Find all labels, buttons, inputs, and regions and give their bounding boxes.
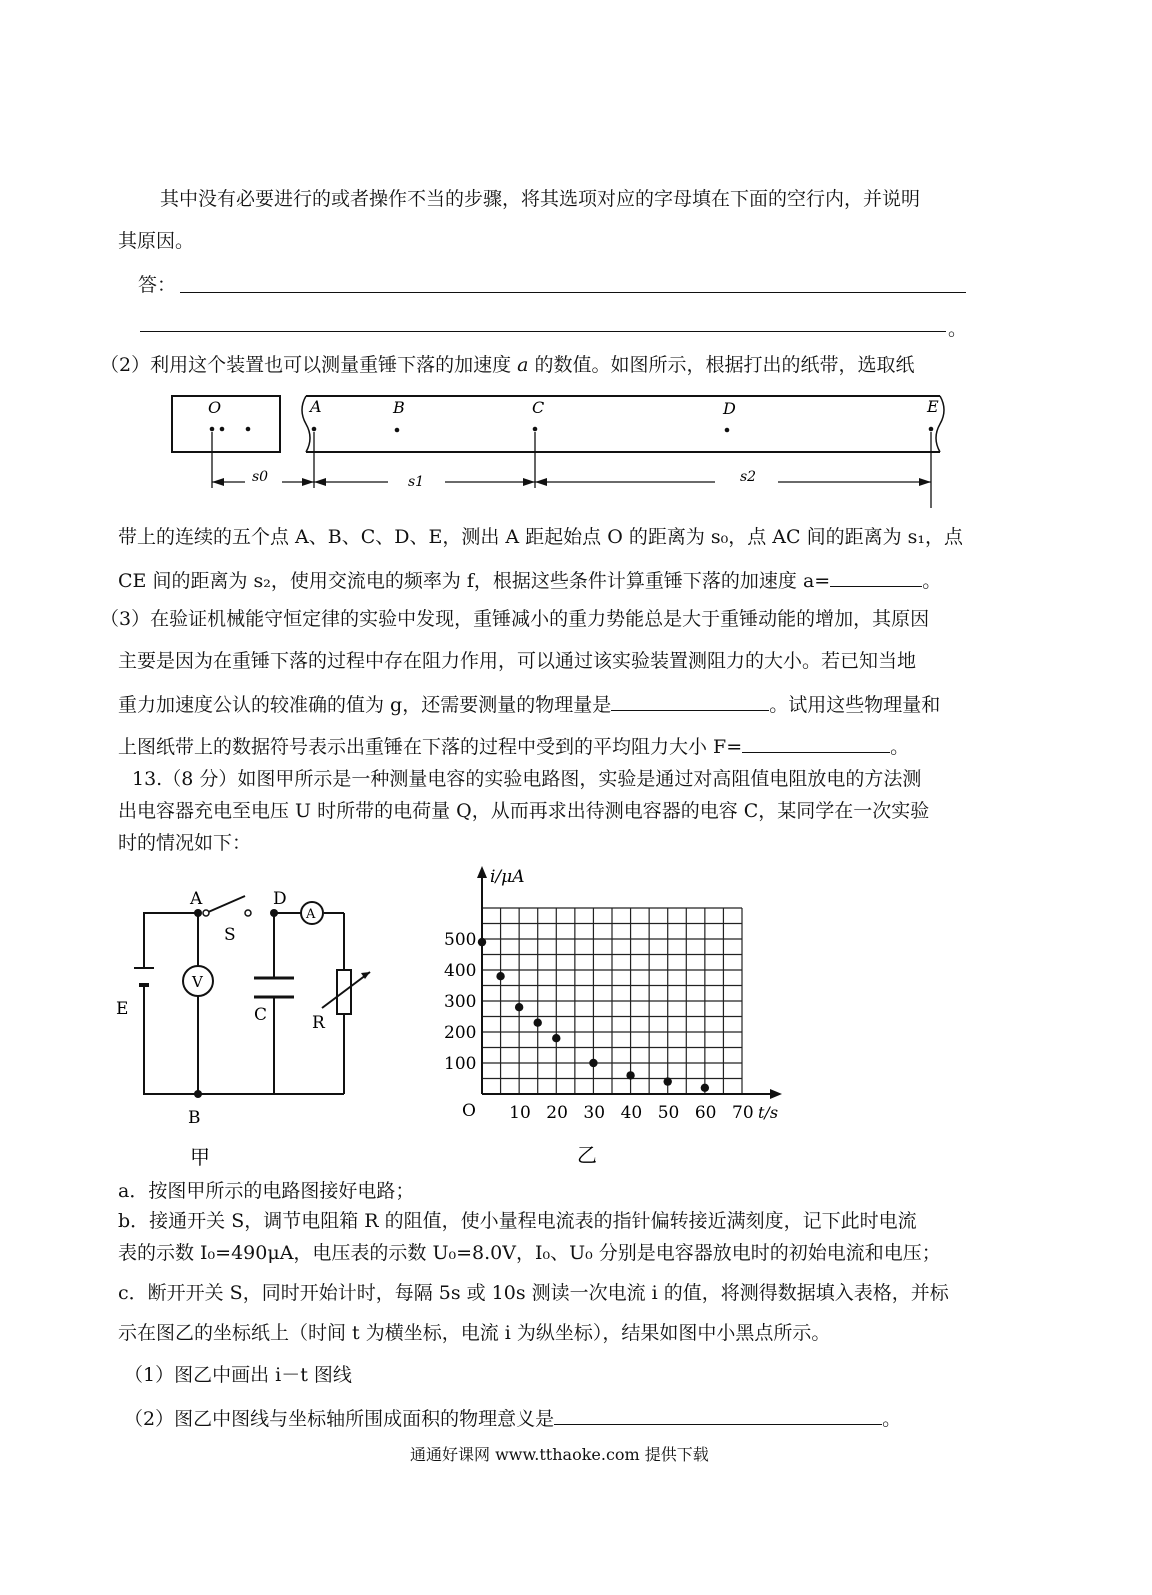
current-time-graph [440, 862, 800, 1168]
paper-tape-figure [160, 388, 960, 518]
p3-line4b: 。 [890, 736, 910, 758]
data-point [515, 1003, 523, 1011]
tape-dot [246, 427, 251, 432]
x-tick-label: 30 [583, 1103, 606, 1123]
p3-line3a: 重力加速度公认的较准确的值为 g，还需要测量的物理量是 [118, 694, 612, 716]
step-a: a．按图甲所示的电路图接好电路； [118, 1180, 415, 1202]
answer-label: 答： [138, 274, 177, 296]
s2-label: s2 [740, 469, 757, 485]
p2-line1a: （2）利用这个装置也可以测量重锤下落的加速度 [100, 354, 518, 376]
sub-question-2-end: 。 [882, 1408, 902, 1430]
x-tick-label: 60 [694, 1103, 717, 1123]
s0-label: s0 [252, 469, 269, 485]
grid [482, 908, 742, 1094]
y-tick-label: 400 [444, 961, 477, 981]
tape-label-a: A [310, 397, 322, 416]
quantity-blank[interactable] [611, 690, 769, 711]
arrow-head [314, 478, 326, 486]
switch-contact [203, 910, 209, 916]
p2-line3 [118, 566, 941, 594]
p3-line3 [118, 690, 940, 718]
tape-label-e: E [927, 397, 939, 416]
footer: 通通好课网 www.tthaoke.com 提供下载 [410, 1445, 709, 1464]
p3-line2: 主要是因为在重锤下落的过程中存在阻力作用，可以通过该实验装置测阻力的大小。若已知当地 [118, 650, 917, 672]
switch-contact [245, 910, 251, 916]
sub-question-2 [124, 1404, 901, 1432]
acceleration-blank[interactable] [830, 566, 922, 587]
force-blank[interactable] [742, 732, 890, 753]
ammeter-letter: A [306, 907, 316, 922]
tape-dot-b [395, 428, 400, 433]
node-a [194, 909, 202, 917]
tape-dot-c [533, 427, 538, 432]
label-b: B [188, 1108, 201, 1128]
meaning-blank[interactable] [554, 1404, 882, 1425]
circuit-diagram [108, 880, 408, 1170]
step-c-line2: 示在图乙的坐标纸上（时间 t 为横坐标，电流 i 为纵坐标），结果如图中小黑点所示。 [118, 1322, 831, 1344]
y-tick-label: 300 [444, 992, 477, 1012]
label-r: R [312, 1013, 325, 1033]
x-tick-label: 70 [732, 1103, 754, 1123]
wire [144, 985, 198, 1094]
tape-left-segment [172, 396, 280, 452]
voltmeter-letter: V [192, 973, 203, 991]
p2-line3b: 。 [922, 570, 942, 592]
p1-line2: 其原因。 [118, 230, 195, 252]
tape-label-o: O [208, 398, 222, 417]
label-e: E [116, 999, 129, 1019]
q13-line3: 时的情况如下： [118, 832, 252, 854]
q13-line1: 13.（8 分）如图甲所示是一种测量电容的实验电路图，实验是通过对高阻值电阻放电的方法测 [132, 768, 922, 790]
y-tick-label: 200 [444, 1023, 477, 1043]
p2-var-a: a [517, 354, 529, 376]
label-d: D [273, 889, 287, 909]
graph-caption: 乙 [577, 1143, 597, 1167]
tape-label-b: B [393, 398, 405, 417]
p3-line3b: 。试用这些物理量和 [769, 694, 941, 716]
data-point [552, 1034, 560, 1042]
tape-dot-o [210, 427, 215, 432]
data-point [478, 938, 486, 946]
tape-break-left [302, 396, 310, 452]
p3-line4 [118, 732, 909, 760]
tape-dot-d [725, 428, 730, 433]
arrow-head [212, 478, 224, 486]
x-axis-label: t/s [758, 1103, 779, 1122]
arrow-head [535, 478, 547, 486]
sub-question-1: （1）图乙中画出 i－t 图线 [124, 1364, 352, 1386]
data-point [701, 1084, 709, 1092]
data-point [496, 972, 504, 980]
p2-line2: 带上的连续的五个点 A、B、C、D、E，测出 A 距起始点 O 的距离为 s₀，点 AC 间的距离为 s₁，点 [118, 526, 963, 548]
s1-label: s1 [408, 474, 425, 490]
label-a: A [190, 889, 203, 909]
arrow-head [919, 478, 931, 486]
x-tick-label: 50 [657, 1103, 680, 1123]
tape-dot-a [312, 427, 317, 432]
y-tick-label: 500 [444, 930, 477, 950]
y-tick-label: 100 [444, 1054, 477, 1074]
p3-line1: （3）在验证机械能守恒定律的实验中发现，重锤减小的重力势能总是大于重锤动能的增加，其原因 [100, 608, 930, 630]
tape-label-d: D [723, 399, 736, 418]
label-s: S [224, 925, 236, 945]
tape-dot-e [929, 427, 934, 432]
step-b-line2: 表的示数 I₀=490μA，电压表的示数 U₀=8.0V，I₀、U₀ 分别是电容器放电时的初始电流和电压； [118, 1242, 941, 1264]
node-b [194, 1090, 202, 1098]
x-axis-arrow [770, 1089, 782, 1099]
q13-line2: 出电容器充电至电压 U 时所带的电荷量 Q，从而再求出待测电容器的电容 C，某同学在一次实验 [118, 800, 930, 822]
y-axis-arrow [477, 866, 487, 878]
step-c-line1: c．断开开关 S，同时开始计时，每隔 5s 或 10s 测读一次电流 i 的值，将测得数据填入表格，并标 [118, 1282, 949, 1304]
switch-blade [206, 896, 245, 913]
x-tick-label: 10 [509, 1103, 531, 1123]
node-d [270, 909, 278, 917]
p3-line4a: 上图纸带上的数据符号表示出重锤在下落的过程中受到的平均阻力大小 F= [118, 736, 743, 758]
data-point [664, 1077, 672, 1085]
wire [144, 913, 198, 968]
p2-line1b: 的数值。如图所示，根据打出的纸带，选取纸 [528, 354, 915, 376]
tape-dot [220, 427, 225, 432]
circuit-caption: 甲 [190, 1145, 210, 1169]
step-b-line1: b．接通开关 S，调节电阻箱 R 的阻值，使小量程电流表的指针偏转接近满刻度，记下此时电流 [118, 1210, 917, 1232]
arrow-head [523, 478, 535, 486]
answer-blank-2[interactable] [140, 331, 946, 332]
y-axis-label: i/μA [490, 867, 525, 887]
p2-line3a: CE 间的距离为 s₂，使用交流电的频率为 f，根据这些条件计算重锤下落的加速度 a= [118, 570, 831, 592]
sub-question-2-text: （2）图乙中图线与坐标轴所围成面积的物理意义是 [124, 1408, 555, 1430]
answer-blank-1[interactable] [180, 292, 966, 293]
p2-line1 [100, 352, 915, 378]
x-tick-label: 20 [546, 1103, 568, 1123]
origin-label: O [462, 1101, 476, 1121]
p1-line1: 其中没有必要进行的或者操作不当的步骤，将其选项对应的字母填在下面的空行内，并说明 [160, 188, 921, 210]
label-c: C [254, 1005, 268, 1025]
end-mark: 。 [948, 318, 968, 340]
tape-label-c: C [532, 398, 545, 417]
x-tick-label: 40 [620, 1103, 643, 1123]
data-point [589, 1059, 597, 1067]
data-point [626, 1071, 634, 1079]
arrow-head [302, 478, 314, 486]
rheostat-arrow [322, 972, 370, 1008]
data-point [534, 1019, 542, 1027]
